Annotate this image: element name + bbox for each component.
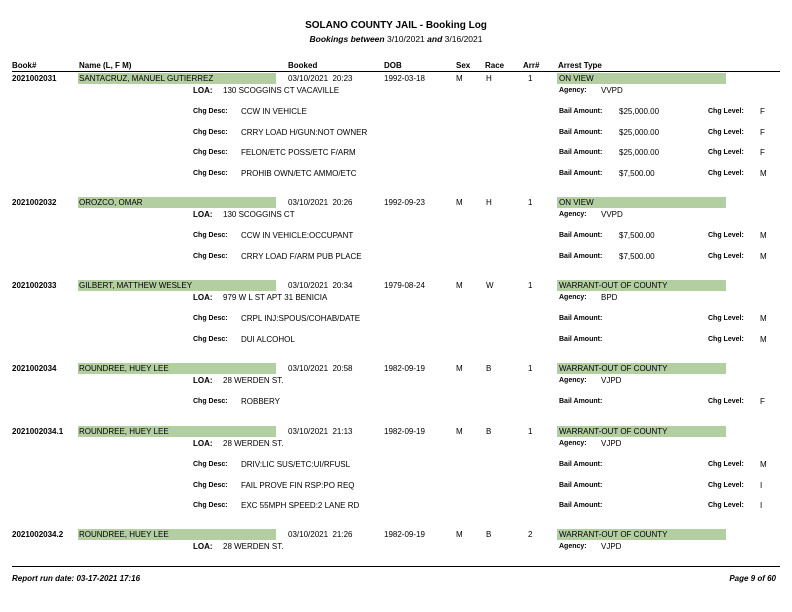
agency-label: Agency: [559,211,587,218]
report-run-date: Report run date: 03-17-2021 17:16 [12,574,141,583]
chg-desc: FELON/ETC POSS/ETC F/ARM [241,148,356,157]
chg-desc: CCW IN VEHICLE [241,107,307,116]
loa-value: 28 WERDEN ST. [223,439,284,448]
chg-level: F [760,148,765,157]
chg-level-label: Chg Level: [708,252,744,260]
chg-level: I [760,480,763,490]
agency-value: BPD [601,293,618,302]
sex: M [456,364,463,373]
book-number: 2021002033 [12,281,57,290]
inmate-name: ROUNDREE, HUEY LEE [79,530,169,539]
chg-level-label: Chg Level: [708,108,744,115]
arrest-type: ON VIEW [559,198,594,207]
chg-level-label: Chg Level: [708,232,744,239]
sex: M [456,530,463,539]
dob: 1982-09-19 [384,530,425,539]
chg-desc: FAIL PROVE FIN RSP:PO REQ [241,480,355,490]
sex: M [456,427,463,436]
arrest-type: ON VIEW [559,74,594,83]
col-header-race: Race [485,61,505,70]
loa-label: LOA: [193,376,213,385]
bail-amount: $7,500.00 [619,168,655,178]
chg-level-label: Chg Level: [708,398,744,405]
arrest-number: 1 [528,281,533,290]
chg-level: M [760,168,767,178]
page-number: Page 9 of 60 [729,574,776,583]
agency-label: Agency: [559,440,587,447]
report-subtitle [0,34,792,44]
bail-amount-label: Bail Amount: [559,461,603,468]
dob: 1992-09-23 [384,198,425,207]
arrest-number: 1 [528,74,533,83]
arrest-type: WARRANT-OUT OF COUNTY [559,530,668,539]
sex: M [456,74,463,83]
race: B [486,427,492,436]
bail-amount-label: Bail Amount: [559,232,603,239]
loa-value: 130 SCOGGINS CT [223,210,295,219]
chg-level: F [760,107,765,116]
loa-label: LOA: [193,210,213,219]
chg-level: M [760,314,767,323]
agency-value: VJPD [601,542,622,551]
col-header-booked: Booked [288,61,318,70]
chg-desc: CRPL INJ:SPOUS/COHAB/DATE [241,314,361,323]
chg-level: M [760,231,767,240]
chg-desc-label: Chg Desc: [193,315,228,322]
arrest-number: 1 [528,427,533,436]
bail-amount: $7,500.00 [619,251,655,261]
booked-datetime: 03/10/2021 21:13 [288,427,353,436]
race: H [486,74,492,83]
inmate-name: ROUNDREE, HUEY LEE [79,427,169,436]
chg-desc: CRRY LOAD F/ARM PUB PLACE [241,251,362,261]
loa-label: LOA: [193,439,213,448]
loa-label: LOA: [193,293,213,302]
booked-datetime: 03/10/2021 20:34 [288,281,353,290]
bail-amount: $25,000.00 [619,107,660,116]
booked-datetime: 03/10/2021 20:58 [288,364,353,373]
chg-desc-label: Chg Desc: [193,169,228,177]
chg-desc: DRIV:LIC SUS/ETC:UI/RFUSL [241,460,351,469]
chg-level-label: Chg Level: [708,315,744,322]
chg-desc: EXC 55MPH SPEED:2 LANE RD [241,501,360,510]
race: H [486,198,492,207]
chg-level: F [760,397,765,406]
bail-amount-label: Bail Amount: [559,108,603,115]
dob: 1982-09-19 [384,364,425,373]
bail-amount-label: Bail Amount: [559,481,603,489]
bail-amount-label: Bail Amount: [559,398,603,405]
inmate-name: GILBERT, MATTHEW WESLEY [79,281,193,290]
date-from: 3/10/2021 [386,34,425,44]
chg-level-label: Chg Level: [708,149,744,156]
chg-level-label: Chg Level: [708,128,744,136]
agency-value: VJPD [601,376,622,385]
booked-datetime: 03/10/2021 20:23 [288,74,353,83]
booked-datetime: 03/10/2021 21:26 [288,530,353,539]
bail-amount-label: Bail Amount: [559,149,603,156]
inmate-name: OROZCO, OMAR [79,198,143,207]
bail-amount: $25,000.00 [619,148,660,157]
book-number: 2021002031 [12,74,57,83]
chg-desc: PROHIB OWN/ETC AMMO/ETC [241,168,357,178]
arrest-type: WARRANT-OUT OF COUNTY [559,427,668,436]
col-header-name: Name (L, F M) [79,61,132,70]
bail-amount-label: Bail Amount: [559,169,603,177]
loa-label: LOA: [193,542,213,551]
col-header-arr: Arr# [523,61,540,70]
bail-amount-label: Bail Amount: [559,252,603,260]
loa-label: LOA: [193,86,213,95]
agency-label: Agency: [559,543,587,550]
chg-desc-label: Chg Desc: [193,398,228,405]
chg-desc-label: Chg Desc: [193,502,228,509]
loa-value: 979 W L ST APT 31 BENICIA [223,293,328,302]
chg-level-label: Chg Level: [708,502,744,509]
chg-desc-label: Chg Desc: [193,149,228,156]
chg-desc-label: Chg Desc: [193,335,228,343]
loa-value: 130 SCOGGINS CT VACAVILLE [223,86,340,95]
bail-amount: $25,000.00 [619,127,660,137]
chg-desc-label: Chg Desc: [193,232,228,239]
chg-desc: CCW IN VEHICLE:OCCUPANT [241,231,354,240]
bail-amount: $7,500.00 [619,231,655,240]
col-header-arrest-type: Arrest Type [558,61,602,70]
race: B [486,364,492,373]
chg-level: M [760,251,767,261]
date-to: 3/16/2021 [444,34,483,44]
chg-desc-label: Chg Desc: [193,481,228,489]
race: W [486,281,494,290]
chg-desc-label: Chg Desc: [193,128,228,136]
col-header-sex: Sex [456,61,471,70]
chg-desc-label: Chg Desc: [193,461,228,468]
chg-level-label: Chg Level: [708,335,744,343]
dob: 1982-09-19 [384,427,425,436]
arrest-number: 2 [528,530,533,539]
chg-level: F [760,127,765,137]
booked-datetime: 03/10/2021 20:26 [288,198,353,207]
agency-value: VVPD [601,210,623,219]
book-number: 2021002034.2 [12,530,64,539]
bail-amount-label: Bail Amount: [559,502,603,509]
arrest-type: WARRANT-OUT OF COUNTY [559,281,668,290]
arrest-type: WARRANT-OUT OF COUNTY [559,364,668,373]
race: B [486,530,492,539]
agency-value: VJPD [601,439,622,448]
col-header-book: Book# [12,61,37,70]
header-rule [12,71,780,72]
chg-level: M [760,334,767,344]
bail-amount-label: Bail Amount: [559,335,603,343]
agency-value: VVPD [601,86,623,95]
bail-amount-label: Bail Amount: [559,128,603,136]
subtitle-and: and [427,34,443,44]
sex: M [456,281,463,290]
report-title: SOLANO COUNTY JAIL - Booking Log [305,20,487,31]
chg-desc: ROBBERY [241,397,280,406]
col-header-dob: DOB [384,61,402,70]
loa-value: 28 WERDEN ST. [223,376,284,385]
dob: 1979-08-24 [384,281,425,290]
agency-label: Agency: [559,87,587,94]
dob: 1992-03-18 [384,74,425,83]
chg-level-label: Chg Level: [708,169,744,177]
chg-level-label: Chg Level: [708,461,744,468]
chg-desc-label: Chg Desc: [193,252,228,260]
book-number: 2021002034.1 [12,427,64,436]
chg-desc: DUI ALCOHOL [241,334,295,344]
agency-label: Agency: [559,377,587,384]
bail-amount-label: Bail Amount: [559,315,603,322]
chg-desc-label: Chg Desc: [193,108,228,115]
chg-level: I [760,501,763,510]
loa-value: 28 WERDEN ST. [223,542,284,551]
footer-rule [12,566,780,567]
inmate-name: SANTACRUZ, MANUEL GUTIERREZ [79,74,214,83]
agency-label: Agency: [559,294,587,301]
inmate-name: ROUNDREE, HUEY LEE [79,364,169,373]
arrest-number: 1 [528,364,533,373]
chg-level-label: Chg Level: [708,481,744,489]
book-number: 2021002032 [12,198,57,207]
arrest-number: 1 [528,198,533,207]
subtitle-prefix: Bookings between [309,34,385,44]
chg-desc: CRRY LOAD H/GUN:NOT OWNER [241,127,368,137]
chg-level: M [760,460,767,469]
book-number: 2021002034 [12,364,57,373]
sex: M [456,198,463,207]
